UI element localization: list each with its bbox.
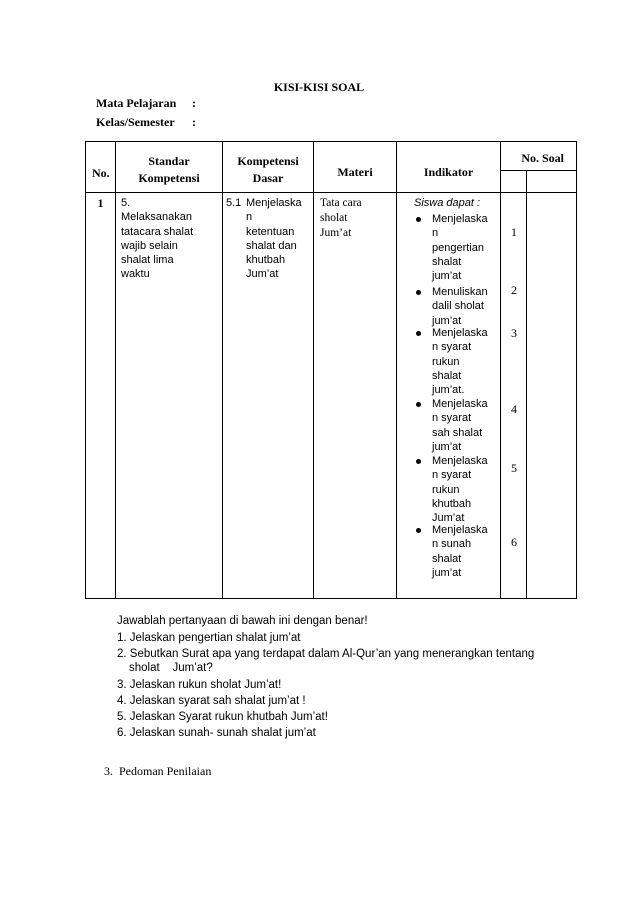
indikator-intro: Siswa dapat : xyxy=(414,197,481,209)
indikator-line: n syarat xyxy=(432,412,472,425)
header-indikator: Indikator xyxy=(423,165,474,179)
indikator-line: shalat xyxy=(432,552,462,565)
kd-line: ketentuan xyxy=(246,225,295,238)
indikator-line: n syarat xyxy=(432,341,472,354)
soal-number: 3 xyxy=(511,326,517,340)
standar-line: Melaksanakan xyxy=(121,211,192,224)
indikator-line: jum’at xyxy=(432,440,462,453)
indikator-line: shalat xyxy=(432,255,462,268)
header-kompetensi-dasar xyxy=(223,153,313,187)
kd-line: Jum’at xyxy=(246,268,279,281)
indikator-line: Menjelaska xyxy=(432,455,488,467)
indikator-line: khutbah xyxy=(432,497,472,510)
soal-number: 4 xyxy=(511,402,517,416)
materi-line: Tata cara xyxy=(320,197,362,209)
kd-line: shalat dan xyxy=(246,239,297,252)
indikator-line: rukun xyxy=(432,355,460,368)
question-item: 1. Jelaskan pengertian shalat jum’at xyxy=(117,632,301,644)
header-no-soal xyxy=(501,150,576,167)
header-standar-line2: Kompetensi xyxy=(138,171,200,185)
kd-number: 5.1 xyxy=(226,197,242,209)
materi-line: Jum’at xyxy=(320,227,352,239)
col-divider xyxy=(222,141,223,599)
soal-number: 6 xyxy=(511,535,517,549)
standar-line: waktu xyxy=(121,268,150,281)
kelas-semester-label: Kelas/Semester xyxy=(96,115,175,129)
question-item: 2. Sebutkan Surat apa yang terdapat dalam Al-Qur’an yang menerangkan tentang xyxy=(117,648,535,660)
standar-line: 5. xyxy=(121,197,131,209)
indikator-line: Menjelaska xyxy=(432,213,488,225)
soal-number: 1 xyxy=(511,225,517,239)
table-header-bottom xyxy=(85,192,577,193)
question-item: 6. Jelaskan sunah- sunah shalat jum’at xyxy=(117,727,316,739)
indikator-line: pengertian xyxy=(432,241,484,254)
indikator-line: shalat xyxy=(432,369,462,382)
header-no-soal-text: No. Soal xyxy=(521,151,564,165)
pedoman-penilaian-heading: 3. Pedoman Penilaian xyxy=(104,764,212,778)
indikator-line: sah shalat xyxy=(432,426,483,439)
indikator-line: rukun xyxy=(432,483,460,496)
bullet-icon xyxy=(416,528,421,533)
header-standar-kompetensi xyxy=(116,153,222,187)
indikator-line: Menuliskan xyxy=(432,286,488,298)
mata-pelajaran-colon: : xyxy=(192,96,196,110)
kd-line: Menjelaska xyxy=(246,197,302,209)
question-item-continuation: sholat Jum’at? xyxy=(129,662,213,674)
table-border-top xyxy=(85,141,577,142)
bullet-icon xyxy=(416,290,421,295)
bullet-icon xyxy=(416,402,421,407)
kelas-semester-colon: : xyxy=(192,115,196,129)
question-item: 4. Jelaskan syarat sah shalat jum’at ! xyxy=(117,695,306,707)
indikator-line: n syarat xyxy=(432,469,472,482)
indikator-line: n xyxy=(432,227,439,240)
question-item: 5. Jelaskan Syarat rukun khutbah Jum’at! xyxy=(117,711,328,723)
header-standar-line1: Standar xyxy=(148,154,190,168)
col-divider xyxy=(115,141,116,599)
indikator-line: Menjelaska xyxy=(432,398,488,410)
bullet-icon xyxy=(416,459,421,464)
question-item: 3. Jelaskan rukun sholat Jum’at! xyxy=(117,679,282,691)
bullet-icon xyxy=(416,217,421,222)
materi-line: sholat xyxy=(320,212,348,224)
header-materi: Materi xyxy=(337,165,373,179)
table-border-bottom xyxy=(85,598,577,599)
col-divider xyxy=(526,170,527,599)
bullet-icon xyxy=(416,331,421,336)
standar-line: tatacara shalat xyxy=(121,225,194,238)
indikator-line: Menjelaska xyxy=(432,524,488,536)
kd-line: khutbah xyxy=(246,254,286,267)
soal-number: 5 xyxy=(511,461,517,475)
indikator-line: jum’at. xyxy=(432,384,465,397)
col-divider xyxy=(313,141,314,599)
row-number: 1 xyxy=(97,196,104,210)
kd-text xyxy=(246,196,312,282)
document-title: KISI-KISI SOAL xyxy=(273,80,365,94)
materi-cell xyxy=(320,196,396,241)
header-kd-line1: Kompetensi xyxy=(237,154,299,168)
standar-line: shalat lima xyxy=(121,254,174,267)
mata-pelajaran-label: Mata Pelajaran xyxy=(96,96,177,110)
indikator-line: dalil sholat xyxy=(432,300,484,313)
indikator-line: Jum’at xyxy=(432,512,465,525)
indikator-line: jum’at xyxy=(432,270,462,283)
standar-kompetensi-cell xyxy=(121,196,221,282)
standar-line: wajib selain xyxy=(121,239,178,252)
no-soal-subdivider xyxy=(500,170,577,171)
indikator-line: Menjelaska xyxy=(432,327,488,339)
header-no: No. xyxy=(92,166,110,180)
col-divider xyxy=(396,141,397,599)
soal-number: 2 xyxy=(511,283,517,297)
indikator-line: jum’at xyxy=(432,566,462,579)
col-divider xyxy=(576,141,577,599)
header-kd-line2: Dasar xyxy=(252,171,284,185)
question-intro: Jawablah pertanyaan di bawah ini dengan benar! xyxy=(117,615,368,627)
indikator-line: jum’at xyxy=(432,314,462,327)
indikator-line: n sunah xyxy=(432,538,472,551)
kd-line: n xyxy=(246,211,253,224)
